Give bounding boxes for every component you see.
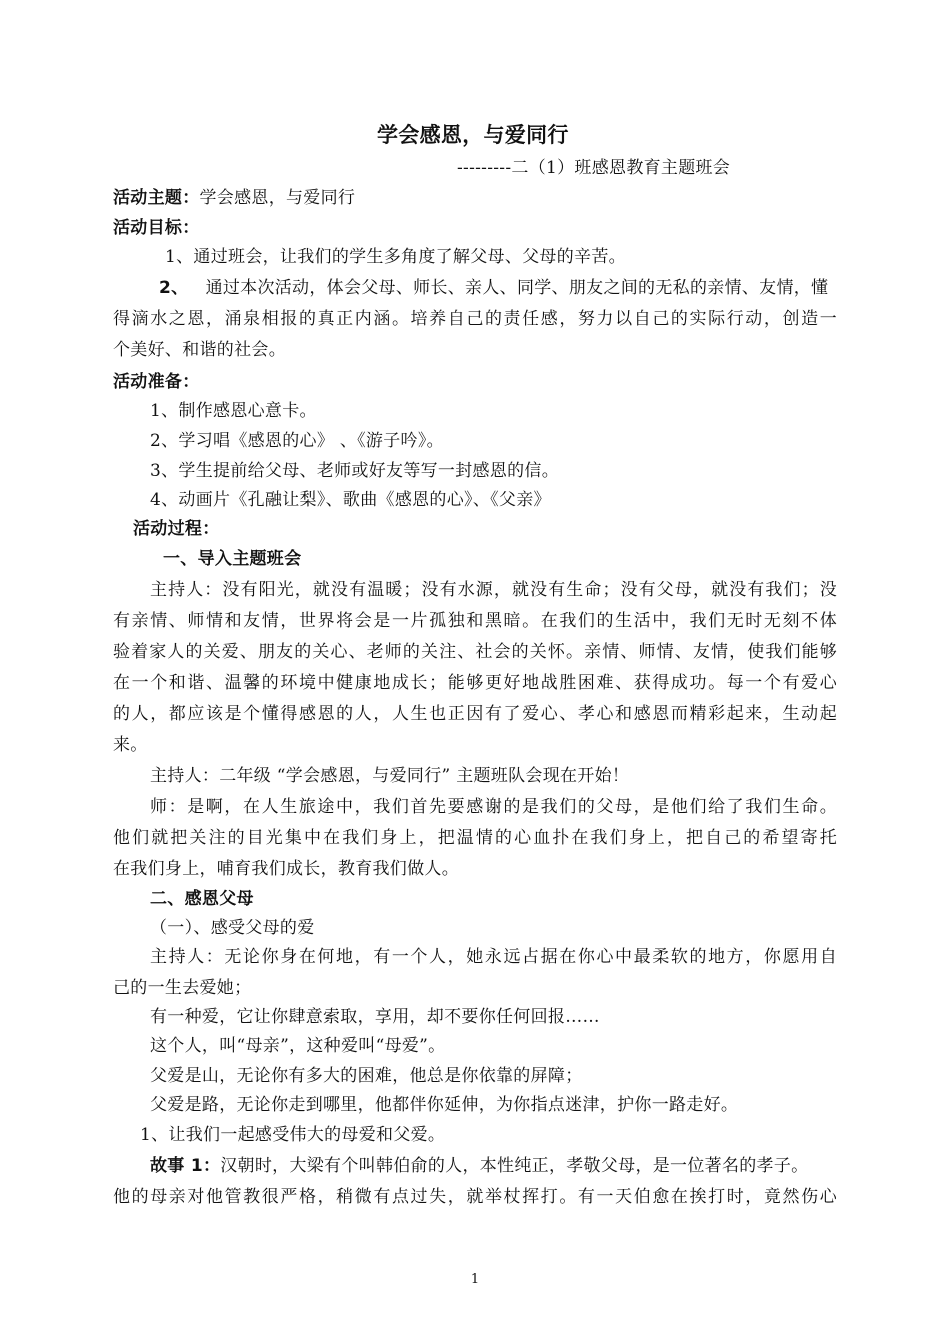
story-1-line-1 (150, 1155, 837, 1177)
goal-item-2-number: 2、 (159, 278, 189, 298)
paragraph-4-line-1: 主持人：无论你身在何地，有一个人，她永远占据在你心中最柔软的地方，你愿用自 (150, 947, 837, 967)
paragraph-7: 父爱是山，无论你有多大的困难，他总是你依靠的屏障； (150, 1066, 583, 1086)
process-heading: 活动过程： (133, 519, 220, 539)
prep-item-2: 2、学习唱《感恩的心》 、《游子吟》。 (150, 431, 444, 451)
paragraph-1-line-3: 验着家人的关爱、朋友的关心、老师的关注、社会的关怀。亲情、师情、友情，使我们能够 (113, 642, 837, 662)
paragraph-1-line-2: 有亲情、师情和友情，世界将会是一片孤独和黑暗。在我们的生活中，我们无时无刻不体 (113, 611, 837, 631)
goal-item-1: 1、通过班会，让我们的学生多角度了解父母、父母的辛苦。 (165, 247, 626, 267)
theme-text: 学会感恩，与爱同行 (199, 188, 356, 208)
prep-item-1: 1、制作感恩心意卡。 (150, 401, 317, 421)
paragraph-9: 1、让我们一起感受伟大的母爱和父爱。 (140, 1125, 446, 1145)
section-2-title: 二、感恩父母 (150, 889, 254, 909)
theme-label: 活动主题： (113, 188, 200, 208)
story-1-line-2: 他的母亲对他管教很严格，稍微有点过失，就举杖挥打。有一天伯愈在挨打时，竟然伤心 (113, 1187, 837, 1207)
goal-item-2-text: 通过本次活动，体会父母、师长、亲人、同学、朋友之间的无私的亲情、友情，懂 (205, 278, 829, 298)
paragraph-1-line-4: 在一个和谐、温馨的环境中健康地成长；能够更好地战胜困难、获得成功。每一个有爱心 (113, 673, 837, 693)
page-number: 1 (470, 1272, 480, 1287)
prep-item-3: 3、学生提前给父母、老师或好友等写一封感恩的信。 (150, 461, 560, 481)
paragraph-4-line-2: 己的一生去爱她； (113, 978, 252, 998)
paragraph-8: 父爱是路，无论你走到哪里，他都伴你延伸，为你指点迷津，护你一路走好。 (150, 1095, 739, 1115)
goal-item-2-line-1 (159, 277, 837, 299)
paragraph-6: 这个人，叫“母亲”，这种爱叫“母爱”。 (150, 1036, 446, 1056)
prep-item-4: 4、动画片《孔融让梨》、歌曲《感恩的心》、《父亲》 (150, 490, 551, 510)
section-1-title: 一、导入主题班会 (163, 549, 302, 569)
story-1-text: 汉朝时，大梁有个叫韩伯俞的人，本性纯正，孝敬父母，是一位著名的孝子。 (220, 1156, 809, 1176)
goal-heading: 活动目标： (113, 218, 200, 238)
subsection-1-title: （一）、感受父母的爱 (150, 918, 315, 938)
document-subtitle: ---------二（1）班感恩教育主题班会 (457, 158, 731, 178)
story-1-label: 故事 1： (150, 1156, 221, 1176)
paragraph-5: 有一种爱，它让你肆意索取，享用，却不要你任何回报…… (150, 1007, 600, 1027)
paragraph-1-line-1: 主持人：没有阳光，就没有温暖；没有水源，就没有生命；没有父母，就没有我们；没 (150, 580, 837, 600)
paragraph-3-line-1: 师：是啊，在人生旅途中，我们首先要感谢的是我们的父母，是他们给了我们生命。 (150, 797, 837, 817)
activity-theme (113, 187, 355, 209)
paragraph-3-line-2: 他们就把关注的目光集中在我们身上，把温情的心血扑在我们身上，把自己的希望寄托 (113, 828, 837, 848)
paragraph-1-line-5: 的人，都应该是个懂得感恩的人，人生也正因有了爱心、孝心和感恩而精彩起来，生动起 (113, 704, 837, 724)
paragraph-3-line-3: 在我们身上，哺育我们成长，教育我们做人。 (113, 859, 459, 879)
document-title: 学会感恩，与爱同行 (377, 123, 569, 147)
goal-item-2-line-3: 个美好、和谐的社会。 (113, 340, 286, 360)
prep-heading: 活动准备： (113, 372, 200, 392)
paragraph-2: 主持人：二年级 “学会感恩，与爱同行” 主题班队会现在开始！ (150, 766, 630, 786)
goal-item-2-line-2: 得滴水之恩，涌泉相报的真正内涵。培养自己的责任感，努力以自己的实际行动，创造一 (113, 309, 837, 329)
paragraph-1-line-6: 来。 (113, 735, 148, 755)
